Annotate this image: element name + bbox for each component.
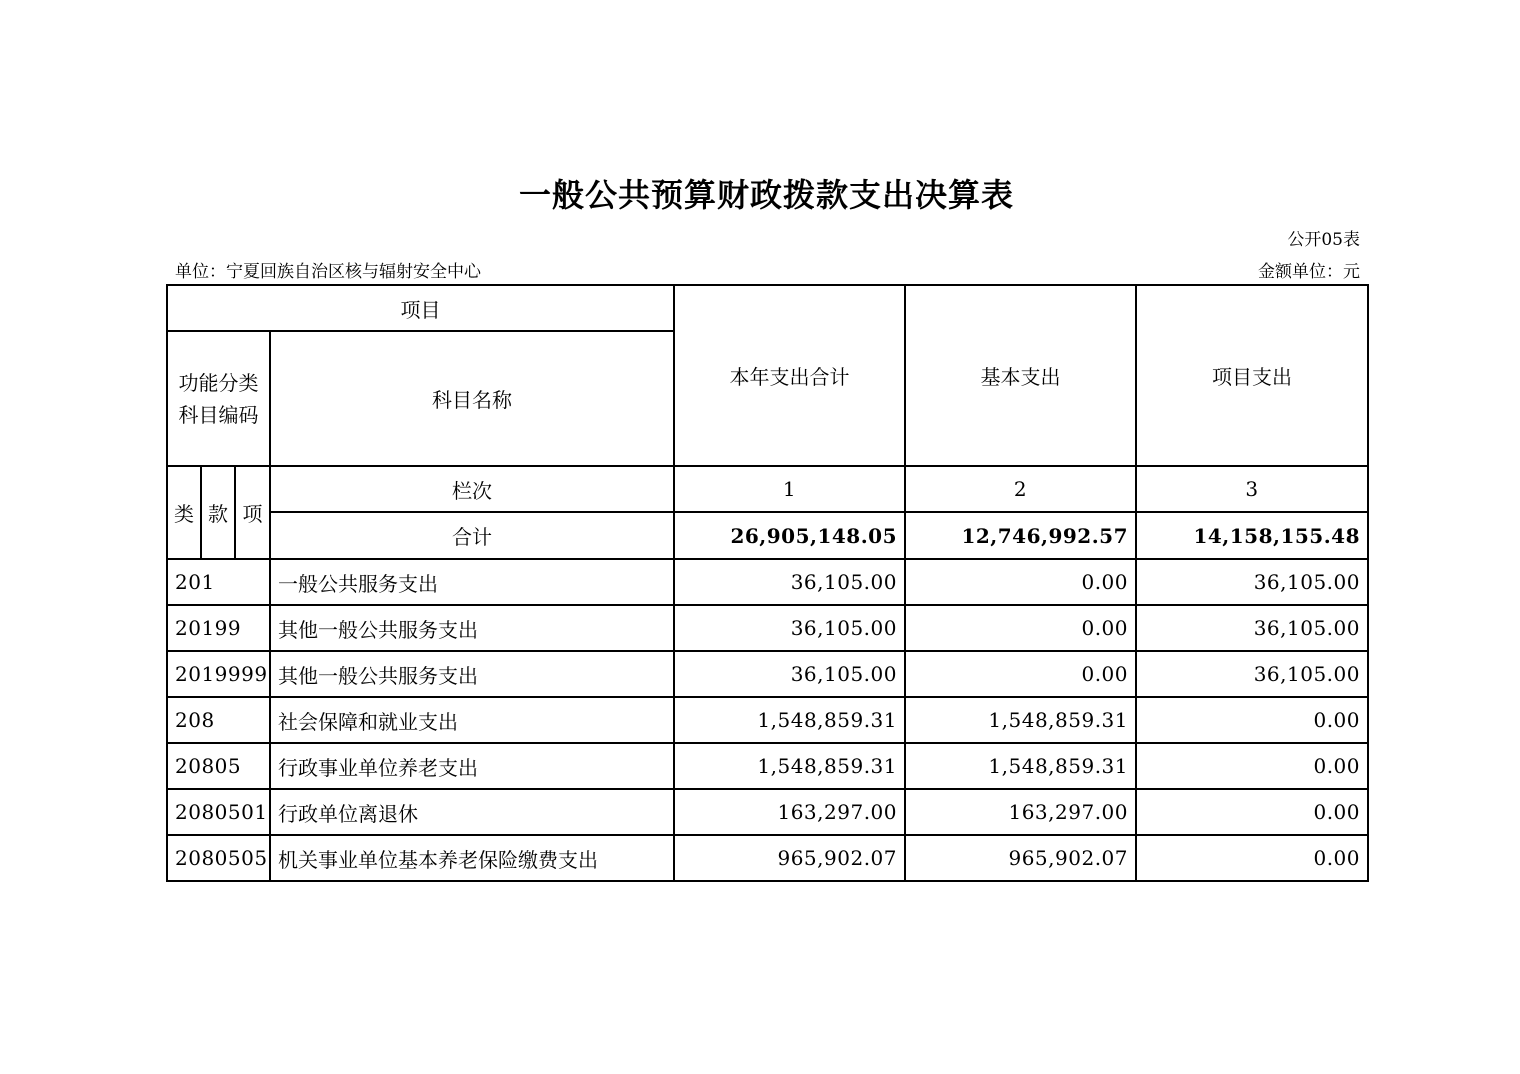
header-category: 类	[167, 466, 201, 559]
row-total: 36,105.00	[674, 651, 905, 697]
sum-total: 26,905,148.05	[674, 512, 905, 559]
row-project: 0.00	[1136, 789, 1368, 835]
row-name: 一般公共服务支出	[270, 559, 674, 605]
row-code: 2080501	[167, 789, 270, 835]
table-row	[167, 605, 1368, 651]
row-code: 2080505	[167, 835, 270, 881]
row-total: 163,297.00	[674, 789, 905, 835]
row-basic: 965,902.07	[905, 835, 1136, 881]
table-row	[167, 743, 1368, 789]
column-number-2: 2	[905, 466, 1136, 512]
row-code: 208	[167, 697, 270, 743]
sum-label: 合计	[270, 512, 674, 559]
row-project: 36,105.00	[1136, 651, 1368, 697]
row-total: 1,548,859.31	[674, 743, 905, 789]
row-basic: 1,548,859.31	[905, 743, 1136, 789]
row-name: 社会保障和就业支出	[270, 697, 674, 743]
row-project: 0.00	[1136, 743, 1368, 789]
header-total: 本年支出合计	[674, 285, 905, 466]
amount-unit: 金额单位：元	[1258, 262, 1360, 282]
expenditure-table	[166, 284, 1369, 882]
header-section: 款	[201, 466, 235, 559]
row-basic: 0.00	[905, 651, 1136, 697]
table-row	[167, 789, 1368, 835]
row-name: 其他一般公共服务支出	[270, 605, 674, 651]
row-name: 行政单位离退休	[270, 789, 674, 835]
header-project: 项目支出	[1136, 285, 1368, 466]
unit-line	[175, 257, 1360, 282]
row-total: 965,902.07	[674, 835, 905, 881]
table-row	[167, 835, 1368, 881]
header-item: 项目	[167, 285, 674, 331]
column-number-3: 3	[1136, 466, 1368, 512]
column-number-1: 1	[674, 466, 905, 512]
row-code: 20805	[167, 743, 270, 789]
reporting-unit: 单位：宁夏回族自治区核与辐射安全中心	[175, 262, 481, 282]
header-subitem: 项	[235, 466, 270, 559]
row-code: 201	[167, 559, 270, 605]
header-basic: 基本支出	[905, 285, 1136, 466]
row-code: 2019999	[167, 651, 270, 697]
row-basic: 1,548,859.31	[905, 697, 1136, 743]
sum-basic: 12,746,992.57	[905, 512, 1136, 559]
header-column-no: 栏次	[270, 466, 674, 512]
page-title: 一般公共预算财政拨款支出决算表	[518, 176, 1014, 214]
row-basic: 0.00	[905, 605, 1136, 651]
table-row	[167, 651, 1368, 697]
row-project: 36,105.00	[1136, 559, 1368, 605]
row-name: 机关事业单位基本养老保险缴费支出	[270, 835, 674, 881]
row-basic: 0.00	[905, 559, 1136, 605]
header-func-code: 功能分类科目编码	[167, 331, 270, 466]
row-name: 行政事业单位养老支出	[270, 743, 674, 789]
row-project: 0.00	[1136, 697, 1368, 743]
row-basic: 163,297.00	[905, 789, 1136, 835]
row-total: 1,548,859.31	[674, 697, 905, 743]
row-total: 36,105.00	[674, 559, 905, 605]
row-project: 0.00	[1136, 835, 1368, 881]
table-row	[167, 559, 1368, 605]
row-name: 其他一般公共服务支出	[270, 651, 674, 697]
table-row	[167, 697, 1368, 743]
row-code: 20199	[167, 605, 270, 651]
form-number: 公开05表	[1287, 230, 1360, 250]
row-project: 36,105.00	[1136, 605, 1368, 651]
header-subject-name: 科目名称	[270, 331, 674, 466]
row-total: 36,105.00	[674, 605, 905, 651]
sum-project: 14,158,155.48	[1136, 512, 1368, 559]
